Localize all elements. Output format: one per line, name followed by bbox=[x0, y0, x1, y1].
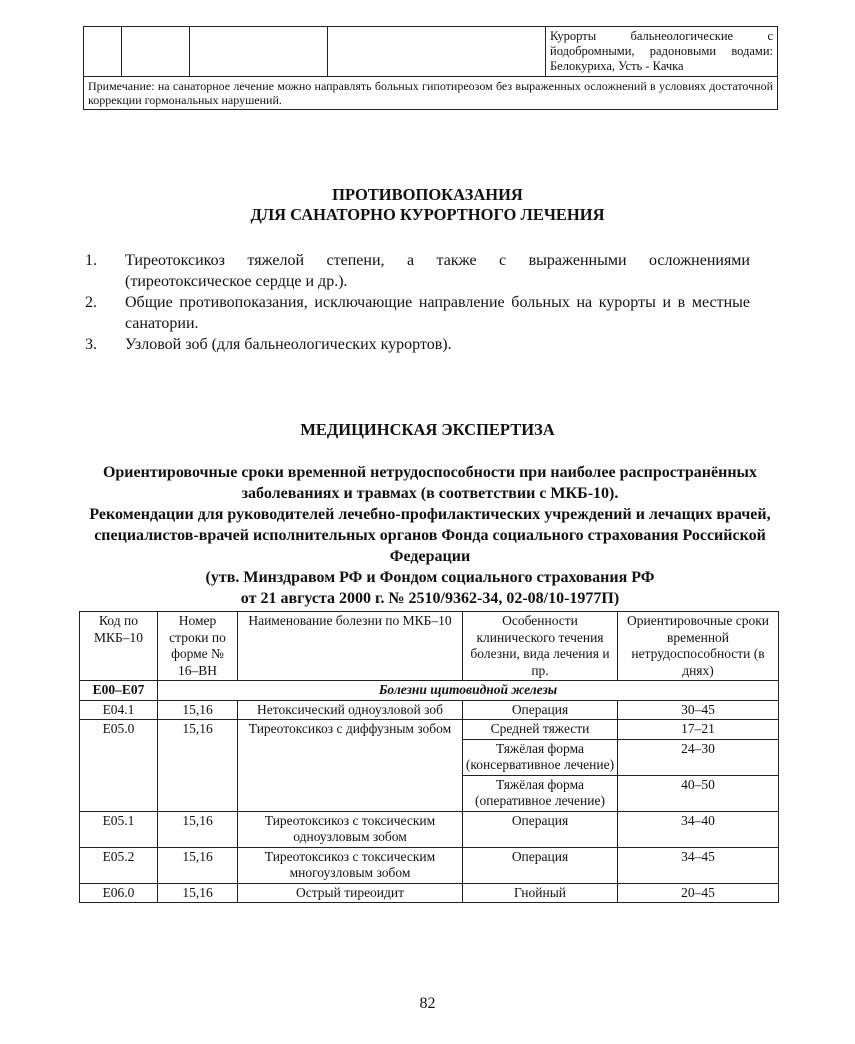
table-row bbox=[80, 811, 779, 847]
disability-table bbox=[79, 611, 779, 903]
header-row bbox=[80, 612, 779, 681]
column-header: Особенности клинического течения болезни, вида лечения и пр. bbox=[463, 612, 618, 681]
line-cell: 15,16 bbox=[158, 700, 238, 720]
contraindications-title bbox=[0, 185, 855, 225]
title-line: ПРОТИВОПОКАЗАНИЯ bbox=[332, 185, 523, 204]
item-number: 1. bbox=[85, 252, 97, 269]
code-cell: E06.0 bbox=[80, 883, 158, 903]
feature-cell: Средней тяжести bbox=[463, 720, 618, 740]
subtitle-line: (утв. Минздравом РФ и Фондом социального страхования РФ bbox=[205, 569, 655, 586]
list-item bbox=[85, 250, 750, 292]
page-number: 82 bbox=[419, 995, 436, 1012]
item-number: 3. bbox=[85, 336, 97, 353]
days-cell: 34–40 bbox=[618, 811, 779, 847]
feature-cell: Гнойный bbox=[463, 883, 618, 903]
name-cell: Тиреотоксикоз с токсическим многоузловым зобом bbox=[238, 847, 463, 883]
empty-cell bbox=[190, 27, 328, 77]
code-cell: E05.0 bbox=[80, 720, 158, 812]
list-item bbox=[85, 334, 750, 355]
empty-cell bbox=[328, 27, 546, 77]
column-header: Код по МКБ–10 bbox=[80, 612, 158, 681]
name-cell: Тиреотоксикоз с токсическим одноузловым зобом bbox=[238, 811, 463, 847]
table-row bbox=[80, 700, 779, 720]
table-row bbox=[80, 883, 779, 903]
feature-cell: Операция bbox=[463, 700, 618, 720]
table-row bbox=[80, 847, 779, 883]
item-text: Тиреотоксикоз тяжелой степени, а также с выраженными осложнениями (тиреотоксическое сердце и др.). bbox=[125, 252, 750, 290]
continuation-table bbox=[83, 26, 778, 110]
column-header: Ориентировочные сроки временной нетрудоспособности (в днях) bbox=[618, 612, 779, 681]
name-cell: Нетоксический одноузловой зоб bbox=[238, 700, 463, 720]
note-cell: Примечание: на санаторное лечение можно направлять больных гипотиреозом без выраженных осложнений в условиях достаточной коррекции гормональных нарушений. bbox=[84, 77, 778, 110]
subtitle-line: от 21 августа 2000 г. № 2510/9362-34, 02-08/10-1977П) bbox=[240, 590, 620, 607]
item-text: Общие противопоказания, исключающие направление больных на курорты и в местные санатории. bbox=[125, 294, 750, 332]
days-cell: 30–45 bbox=[618, 700, 779, 720]
line-cell: 15,16 bbox=[158, 847, 238, 883]
column-header: Наименование болезни по МКБ–10 bbox=[238, 612, 463, 681]
group-code: E00–E07 bbox=[80, 681, 158, 701]
title-line: ДЛЯ САНАТОРНО КУРОРТНОГО ЛЕЧЕНИЯ bbox=[250, 205, 605, 224]
line-cell: 15,16 bbox=[158, 720, 238, 812]
group-row bbox=[80, 681, 779, 701]
days-cell: 34–45 bbox=[618, 847, 779, 883]
contraindications-list bbox=[85, 250, 750, 355]
expertise-subtitle bbox=[80, 462, 780, 609]
group-title: Болезни щитовидной железы bbox=[158, 681, 779, 701]
item-number: 2. bbox=[85, 294, 97, 311]
name-cell: Острый тиреоидит bbox=[238, 883, 463, 903]
resort-cell: Курорты бальнеологические с йодобромными, радоновыми водами: Белокуриха, Усть - Качка bbox=[546, 27, 778, 77]
line-cell: 15,16 bbox=[158, 811, 238, 847]
feature-cell: Операция bbox=[463, 811, 618, 847]
subtitle-line: Ориентировочные сроки временной нетрудоспособности при наиболее распространённых заболеваниях и травмах (в соответствии с МКБ-10). bbox=[102, 464, 758, 502]
code-cell: E04.1 bbox=[80, 700, 158, 720]
days-cell: 24–30 bbox=[618, 739, 779, 775]
item-text: Узловой зоб (для бальнеологических курортов). bbox=[125, 336, 452, 353]
table-row bbox=[84, 77, 778, 110]
days-cell: 40–50 bbox=[618, 775, 779, 811]
days-cell: 20–45 bbox=[618, 883, 779, 903]
code-cell: E05.2 bbox=[80, 847, 158, 883]
table-row bbox=[84, 27, 778, 77]
list-item bbox=[85, 292, 750, 334]
code-cell: E05.1 bbox=[80, 811, 158, 847]
feature-cell: Операция bbox=[463, 847, 618, 883]
subtitle-line: Рекомендации для руководителей лечебно-профилактических учреждений и лечащих врачей, специалистов-врачей исполнительных органов Фонда социального страхования Российской Федерации bbox=[89, 506, 771, 565]
name-cell: Тиреотоксикоз с диффузным зобом bbox=[238, 720, 463, 812]
feature-cell: Тяжёлая форма (консервативное лечение) bbox=[463, 739, 618, 775]
expertise-title: МЕДИЦИНСКАЯ ЭКСПЕРТИЗА bbox=[300, 420, 555, 439]
table-row bbox=[80, 720, 779, 740]
days-cell: 17–21 bbox=[618, 720, 779, 740]
feature-cell: Тяжёлая форма (оперативное лечение) bbox=[463, 775, 618, 811]
line-cell: 15,16 bbox=[158, 883, 238, 903]
column-header: Номер строки по форме № 16–ВН bbox=[158, 612, 238, 681]
empty-cell bbox=[84, 27, 122, 77]
empty-cell bbox=[122, 27, 190, 77]
